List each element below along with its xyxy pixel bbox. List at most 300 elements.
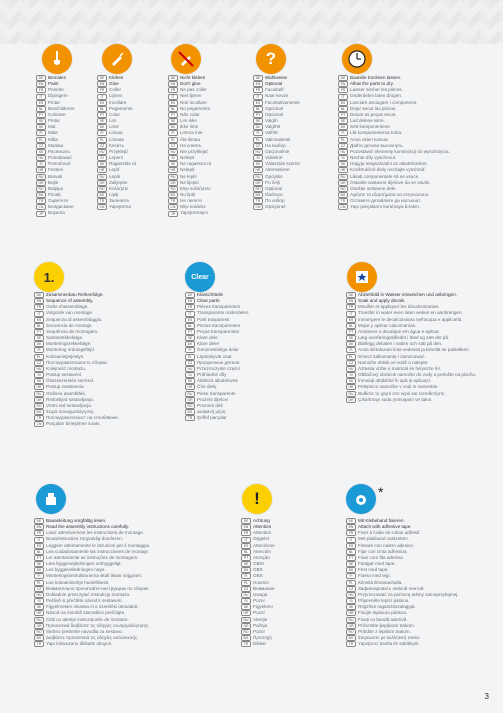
list-item-text: Uwaga: [253, 591, 268, 597]
language-code-badge: NL: [36, 106, 46, 112]
list-item-text: Μην κολλάτε: [180, 204, 206, 210]
list-item-text: Hagyja megszáradni az alkatrészeket.: [350, 161, 428, 167]
list-item-text: Клеить: [109, 142, 124, 148]
list-item-text: Læs byggevejledningen omhyggeligt.: [46, 561, 122, 567]
list-item-text: Optional: [265, 81, 283, 87]
language-code-badge: IT: [97, 94, 107, 100]
list-item-text: Yapı kılavuzunu dikkatle okuyun.: [46, 641, 113, 647]
list-item-text: Parti trasparenti: [197, 316, 230, 322]
list-item-text: Figyelmesen olvassa el a szerelési útmutatót.: [46, 604, 139, 610]
language-code-badge: HU: [185, 366, 195, 372]
language-code-badge: SE: [338, 118, 348, 124]
language-code-badge: RO: [185, 403, 195, 409]
list-item: [97, 204, 136, 210]
language-code-badge: CN: [253, 204, 263, 210]
list-item-text: Leggere attentamente le istruzioni per il montaggio.: [46, 542, 151, 548]
list-item-text: Klarsichtteile: [197, 292, 224, 297]
language-code-badge: EN: [168, 81, 178, 87]
language-code-badge: HU: [34, 592, 44, 598]
list-item-text: Secuencia de montaje.: [46, 322, 93, 328]
language-code-badge: EN: [34, 524, 44, 530]
language-code-badge: HR: [346, 384, 356, 390]
list-item-text: Festeni: [48, 167, 64, 173]
language-code-badge: HR: [241, 610, 251, 616]
list-item-text: Çıkartmayı suda yumuşatın ve takın.: [358, 396, 433, 402]
language-code-badge: CZ: [34, 586, 44, 592]
language-code-badge: ES: [168, 100, 178, 106]
language-code-badge: FI: [346, 573, 356, 579]
language-code-badge: HR: [97, 167, 107, 173]
list-item-text: Не клеить: [180, 142, 202, 148]
language-code-badge: ES: [34, 317, 44, 323]
list-item-text: Lisez attentivement les instructions de montage.: [46, 530, 145, 536]
list-item-text: Les byggeveiledningen nøye.: [46, 567, 106, 573]
list-item-text: Κολλήστε: [109, 185, 129, 191]
language-code-badge: PT: [36, 112, 46, 118]
list-item-text: Lepiti: [109, 173, 120, 179]
list-item-text: Fastgør med tape.: [358, 561, 396, 567]
list-item-text: Прозрачные детали: [197, 359, 240, 365]
language-code-badge: FR: [34, 530, 44, 536]
list-item-text: Colar: [109, 111, 120, 117]
language-code-badge: GR: [185, 397, 195, 403]
list-item-text: Alternatívne: [265, 167, 290, 173]
list-item-text: Monteringsrekkefølge.: [46, 341, 92, 347]
list-item-text: Anna osien kuivua.: [350, 136, 389, 142]
language-code-badge: TR: [168, 198, 178, 204]
language-code-badge: FR: [36, 87, 46, 93]
list-item-text: Valinnaisesti: [265, 136, 291, 142]
list-item-text: Naar keuze: [265, 93, 289, 99]
language-code-badge: BG: [97, 192, 107, 198]
list-item-text: Læg overføringsbilledet i blød og sæt det på.: [358, 335, 450, 341]
list-item: [346, 397, 476, 403]
list-item-text: No pegamento: [180, 105, 211, 111]
language-code-badge: DK: [34, 567, 44, 573]
language-code-badge: SE: [253, 118, 263, 124]
language-code-badge: FI: [241, 573, 251, 579]
language-code-badge: RO: [346, 629, 356, 635]
list-item-text: Attenzione: [253, 542, 275, 548]
language-code-badge: RO: [168, 186, 178, 192]
question-mark-icon: ?: [256, 44, 286, 74]
language-code-badge: IT: [346, 311, 356, 317]
list-item-text: Piese transparente: [197, 390, 236, 396]
list-item-text: Konštrukčné diely nechajte vyschnúť.: [350, 167, 427, 173]
language-code-badge: NL: [346, 323, 356, 329]
language-code-badge: SK: [185, 378, 195, 384]
language-code-badge: DE: [34, 518, 44, 524]
list-item-text: Lime: [109, 124, 119, 130]
paint-list: [36, 75, 75, 217]
language-code-badge: EN: [241, 524, 251, 530]
language-code-badge: SE: [185, 335, 195, 341]
list-item-text: Facoltativamente: [265, 99, 300, 105]
clock-icon: [342, 44, 372, 74]
language-code-badge: ES: [338, 100, 348, 106]
language-code-badge: FR: [338, 87, 348, 93]
language-code-badge: GR: [168, 180, 178, 186]
language-code-badge: FR: [97, 87, 107, 93]
language-code-badge: FR: [34, 304, 44, 310]
language-code-badge: SE: [346, 335, 356, 341]
language-code-badge: FR: [185, 304, 195, 310]
list-item-text: Последовательность сборки.: [46, 359, 108, 365]
language-code-badge: HU: [168, 149, 178, 155]
language-code-badge: CN: [97, 204, 107, 210]
list-item-text: Läpinäkyvät osat: [197, 353, 232, 359]
language-code-badge: GR: [241, 623, 251, 629]
language-code-badge: IT: [338, 94, 348, 100]
language-code-badge: JP: [168, 211, 178, 217]
language-code-badge: PL: [168, 137, 178, 143]
list-item-text: Don't glue: [180, 81, 201, 87]
language-code-badge: HR: [253, 167, 263, 173]
list-item-text: Peças transparentes: [197, 328, 240, 334]
list-item-text: Înmuiați abțibildul în apă și aplicați-l.: [358, 378, 432, 384]
language-code-badge: PT: [241, 555, 251, 561]
language-code-badge: EN: [34, 298, 44, 304]
list-item-text: Mojar y aplicar calcomanías.: [358, 322, 417, 328]
language-code-badge: FI: [34, 347, 44, 353]
list-item-text: Dejar secar las piezas.: [350, 105, 397, 111]
list-item-text: Lea cuidadosamente las instrucciones de montaje.: [46, 548, 150, 554]
list-item-text: Číre diely: [197, 384, 217, 390]
language-code-badge: HU: [36, 155, 46, 161]
list-item-text: Osušite sestavne dele.: [350, 185, 397, 191]
list-item-text: Bauanleitung sorgfältig lesen.: [46, 518, 107, 523]
language-code-badge: SK: [346, 378, 356, 384]
list-item-text: Áztassa vízbe a matricát és helyezze fel.: [358, 365, 441, 371]
list-item-text: Atenção: [253, 554, 270, 560]
list-item-text: Διαφανή μέρη: [197, 408, 226, 414]
list-item-text: Kokoamisjärjestys.: [46, 353, 85, 359]
list-item-text: Opcional: [265, 105, 284, 111]
list-item-text: Προσοχή: [253, 634, 272, 640]
language-code-badge: RO: [338, 186, 348, 192]
language-code-badge: SI: [185, 372, 195, 378]
language-code-badge: PL: [34, 354, 44, 360]
language-code-badge: RO: [253, 186, 263, 192]
language-code-badge: IT: [34, 537, 44, 543]
list-item-text: Attention: [253, 530, 272, 536]
list-item-text: Opsiyonel: [265, 204, 286, 210]
list-item-text: Opcjonalnie: [265, 148, 290, 154]
list-item-text: Po želji: [265, 179, 280, 185]
list-item-text: Liimaa: [109, 130, 123, 136]
list-item-text: Αφήστε τα εξαρτήματα να στεγνώσουν.: [350, 191, 430, 197]
language-code-badge: DE: [241, 518, 251, 524]
language-code-badge: BG: [36, 192, 46, 198]
list-item-text: Rögzítse ragasztószalaggal.: [358, 604, 416, 610]
language-code-badge: CZ: [34, 360, 44, 366]
assembly-list: [34, 292, 119, 427]
attention-list: [241, 518, 275, 647]
language-code-badge: SI: [346, 598, 356, 604]
language-code-badge: DE: [346, 292, 356, 298]
list-item-text: Deixar as peças secar.: [350, 111, 397, 117]
list-item-text: Pečlivě si přečtěte návod k sestavení.: [46, 598, 123, 604]
list-item-text: Måla: [48, 136, 58, 142]
language-code-badge: DK: [338, 124, 348, 130]
list-item-text: Skrbno preberite navodila za sestavo.: [46, 628, 123, 634]
list-item-text: Ne ragassza rá: [180, 161, 212, 167]
language-code-badge: SI: [34, 598, 44, 604]
list-item-text: Maalaa: [48, 142, 64, 148]
list-item-text: Prozirni dijelovi: [197, 396, 228, 402]
list-item-text: Pièces transparentes: [197, 304, 241, 310]
language-code-badge: PL: [346, 354, 356, 360]
list-item-text: OBS: [253, 567, 263, 573]
list-item-text: Samlerækkefølge.: [46, 335, 84, 341]
list-item-text: Mouiller et appliquer les décalcomanies.: [358, 304, 440, 310]
list-item-text: Προσεκτικά διαβάστε τις οδηγίες συναρμολόγησης.: [46, 622, 150, 628]
list-item-text: Оставете детайлите да изсъхнат.: [350, 198, 421, 204]
language-code-badge: CZ: [241, 586, 251, 592]
language-code-badge: SK: [97, 161, 107, 167]
list-item-text: Pritrdite z lepilnim trakom.: [358, 628, 411, 634]
list-item-text: Boyama: [48, 210, 65, 216]
list-item-text: Figyelem!: [253, 604, 273, 610]
list-item-text: Wahlweise: [265, 75, 288, 80]
list-item-text: Clear parts: [197, 298, 220, 304]
list-item-text: Fixar com fita adesiva.: [358, 554, 404, 560]
list-item-text: Mit Klebeband fixieren.: [358, 518, 405, 523]
language-code-badge: IT: [168, 94, 178, 100]
list-item-text: Nicht kleben: [180, 75, 206, 80]
list-item-text: Lue kokoamisohje huolellisesti.: [46, 579, 110, 585]
list-item-text: Postup zostavenia.: [46, 384, 85, 390]
language-code-badge: GR: [338, 180, 348, 186]
language-code-badge: PL: [253, 137, 263, 143]
list-item-text: Genomskinliga delar: [197, 347, 239, 353]
language-code-badge: TR: [34, 415, 44, 421]
list-item-text: Lijmen: [109, 93, 123, 99]
language-code-badge: TR: [97, 198, 107, 204]
list-item-text: Achtung: [253, 518, 270, 523]
list-item-text: Διαβάστε προσεκτικά τις οδηγίες κατασκευής.: [46, 634, 139, 640]
list-item-text: OBS: [253, 573, 263, 579]
language-code-badge: DK: [346, 341, 356, 347]
list-item-text: Pictați: [48, 191, 61, 197]
list-item-text: Fixujte lepiacou páskou.: [358, 610, 408, 616]
sanding-block-icon: [36, 484, 66, 514]
list-item-text: Incollare: [109, 99, 127, 105]
list-item-text: Postup sestavení.: [46, 372, 83, 378]
list-item-text: Ostavite sastavne dijelove da se osuše.: [350, 179, 431, 185]
language-code-badge: SE: [36, 118, 46, 124]
list-item-text: Opgelet: [253, 536, 270, 542]
optional-list: [253, 75, 300, 210]
list-item-text: Onderdelen laten drogen.: [350, 93, 403, 99]
list-item-text: Namočte obtisk ve vodě a nalepte.: [358, 359, 429, 365]
language-code-badge: GR: [346, 397, 356, 403]
list-item-text: Smocz kalkomanię i zamocować.: [358, 353, 426, 359]
language-code-badge: RU: [185, 391, 195, 397]
language-code-badge: NL: [346, 549, 356, 555]
language-code-badge: HU: [346, 366, 356, 372]
language-code-badge: PT: [338, 112, 348, 118]
list-item-text: Ragasztás rá: [109, 161, 137, 167]
list-item-text: Yapıştırıcı bantla ile sabitleyin.: [358, 641, 420, 647]
language-code-badge: CN: [338, 204, 348, 210]
list-item-text: Valgfritt: [265, 124, 281, 130]
list-item-text: Şeffaf parçalar: [197, 415, 227, 421]
language-code-badge: FI: [168, 130, 178, 136]
language-code-badge: SK: [346, 604, 356, 610]
language-code-badge: RO: [241, 629, 251, 635]
language-code-badge: RU: [338, 174, 348, 180]
list-item-text: Pintar: [48, 118, 61, 124]
language-code-badge: SE: [346, 561, 356, 567]
list-item-text: Fixer à l'aide de ruban adhésif.: [358, 530, 421, 536]
language-code-badge: PL: [346, 580, 356, 586]
language-code-badge: SI: [36, 161, 46, 167]
list-item-text: Βυθίστε το χαρτί στο νερό και τοποθετήστε.: [358, 390, 446, 396]
list-item-text: Abziehbild in Wasser einweichen und anbringen.: [358, 292, 457, 297]
language-code-badge: SI: [253, 155, 263, 161]
language-code-badge: TR: [346, 641, 356, 647]
list-item: [346, 641, 459, 647]
language-code-badge: CZ: [36, 143, 46, 149]
list-item-text: Kleben: [109, 75, 124, 80]
language-code-badge: FI: [34, 573, 44, 579]
list-item-text: Pozor: [253, 598, 266, 604]
header-pattern: [0, 0, 503, 44]
list-item-text: Immergere le decalcomania nell'acqua e applicarla.: [358, 316, 463, 322]
language-code-badge: FR: [346, 530, 356, 536]
language-code-badge: FI: [253, 130, 263, 136]
language-code-badge: TR: [36, 198, 46, 204]
language-code-badge: PT: [253, 112, 263, 118]
list-item-text: Fixera med tejp.: [358, 573, 391, 579]
language-code-badge: IT: [185, 311, 195, 317]
list-item-text: Внимание: [253, 585, 275, 591]
language-code-badge: FI: [346, 347, 356, 353]
list-item-text: Atención: [253, 548, 271, 554]
language-code-badge: DK: [185, 341, 195, 347]
language-code-badge: RU: [34, 391, 44, 397]
language-code-badge: ES: [185, 317, 195, 323]
language-code-badge: IT: [346, 537, 356, 543]
language-code-badge: IT: [253, 94, 263, 100]
list-item-text: Valfritt: [265, 130, 278, 136]
step-number-icon: 1.: [34, 262, 64, 292]
list-item-text: Не лепете: [180, 198, 202, 204]
list-item-text: Limma inte: [180, 130, 203, 136]
language-code-badge: SE: [34, 335, 44, 341]
language-code-badge: PT: [346, 329, 356, 335]
list-item-text: Klare dele: [197, 335, 218, 341]
language-code-badge: CZ: [346, 586, 356, 592]
list-item-text: Дайте детали высохнуть.: [350, 142, 404, 148]
no-glue-list: [168, 75, 211, 217]
list-item-text: Ordinea asamblării.: [46, 390, 86, 396]
list-item-text: Залепете: [109, 198, 130, 204]
list-item-text: Yapı parçalarını kurumaya bırakın.: [350, 204, 421, 210]
language-code-badge: EN: [97, 81, 107, 87]
language-code-badge: GR: [34, 623, 44, 629]
language-code-badge: HR: [338, 167, 348, 173]
language-code-badge: JP: [36, 211, 46, 217]
language-code-badge: CN: [168, 204, 178, 210]
language-code-badge: NL: [185, 323, 195, 329]
language-code-badge: GR: [34, 397, 44, 403]
list-item-text: Боядисване: [48, 204, 74, 210]
list-item-text: Valgfri: [265, 118, 278, 124]
language-code-badge: DE: [185, 292, 195, 298]
list-item-text: Przezroczyste części: [197, 365, 240, 371]
language-code-badge: DE: [346, 518, 356, 524]
language-code-badge: HU: [338, 149, 348, 155]
language-code-badge: BG: [34, 635, 44, 641]
language-code-badge: TR: [338, 198, 348, 204]
list-item: [185, 415, 248, 421]
language-code-badge: FR: [346, 304, 356, 310]
language-code-badge: PL: [97, 137, 107, 143]
language-code-badge: SK: [338, 161, 348, 167]
list-item-text: Pozor: [253, 628, 266, 634]
language-code-badge: HU: [346, 592, 356, 598]
list-item-text: Návod na montáž starostlivo prečítajte.: [46, 610, 126, 616]
language-code-badge: ES: [241, 543, 251, 549]
language-code-badge: RU: [346, 617, 356, 623]
list-item-text: Lasciare asciugare i componenti.: [350, 99, 418, 105]
language-code-badge: IT: [241, 537, 251, 543]
list-item-text: Colorare: [48, 111, 66, 117]
list-item-text: Paint: [48, 81, 59, 87]
language-code-badge: SE: [34, 561, 44, 567]
language-code-badge: NL: [97, 106, 107, 112]
no-glue-icon: [171, 44, 201, 74]
language-code-badge: EN: [36, 81, 46, 87]
list-item: [34, 641, 150, 647]
language-code-badge: RO: [36, 186, 46, 192]
language-code-badge: DE: [168, 75, 178, 81]
list-item-text: Klare deler: [197, 341, 220, 347]
language-code-badge: RO: [34, 629, 44, 635]
language-code-badge: DK: [97, 124, 107, 130]
language-code-badge: CN: [36, 204, 46, 210]
list-item-text: Parçaları birleştirme sırası.: [46, 421, 101, 427]
list-item-text: Průhledné díly: [197, 372, 227, 378]
language-code-badge: EN: [346, 298, 356, 304]
list-item-text: Attention: [253, 524, 272, 530]
list-item-text: Attach with adhesive tape.: [358, 524, 412, 530]
list-item-text: Liimata: [109, 136, 124, 142]
language-code-badge: HR: [185, 384, 195, 390]
language-code-badge: FR: [241, 530, 251, 536]
page-number: 3: [484, 692, 489, 701]
list-item-text: Non incollare: [180, 99, 207, 105]
language-code-badge: GR: [36, 180, 46, 186]
list-item-text: Pričvrstite ljepljivom trakom.: [358, 622, 415, 628]
list-item-text: Βαψιμο: [48, 185, 64, 191]
language-code-badge: FR: [168, 87, 178, 93]
language-code-badge: TR: [241, 641, 251, 647]
list-item-text: Bouwinstructies zorgvuldig doorlezen.: [46, 536, 124, 542]
language-code-badge: RU: [168, 174, 178, 180]
language-code-badge: CZ: [185, 360, 195, 366]
language-code-badge: PT: [168, 112, 178, 118]
list-item-text: Dikkat: [253, 641, 266, 647]
list-item-text: Dipingere: [48, 93, 68, 99]
list-item-text: Ιδιαίτερα: [265, 191, 283, 197]
list-item-text: Przymocować za pomocą taśmy samoprzylepnej.: [358, 591, 459, 597]
list-item-text: Ne lijepiti: [180, 179, 199, 185]
language-code-badge: DK: [36, 124, 46, 130]
language-code-badge: SE: [168, 118, 178, 124]
